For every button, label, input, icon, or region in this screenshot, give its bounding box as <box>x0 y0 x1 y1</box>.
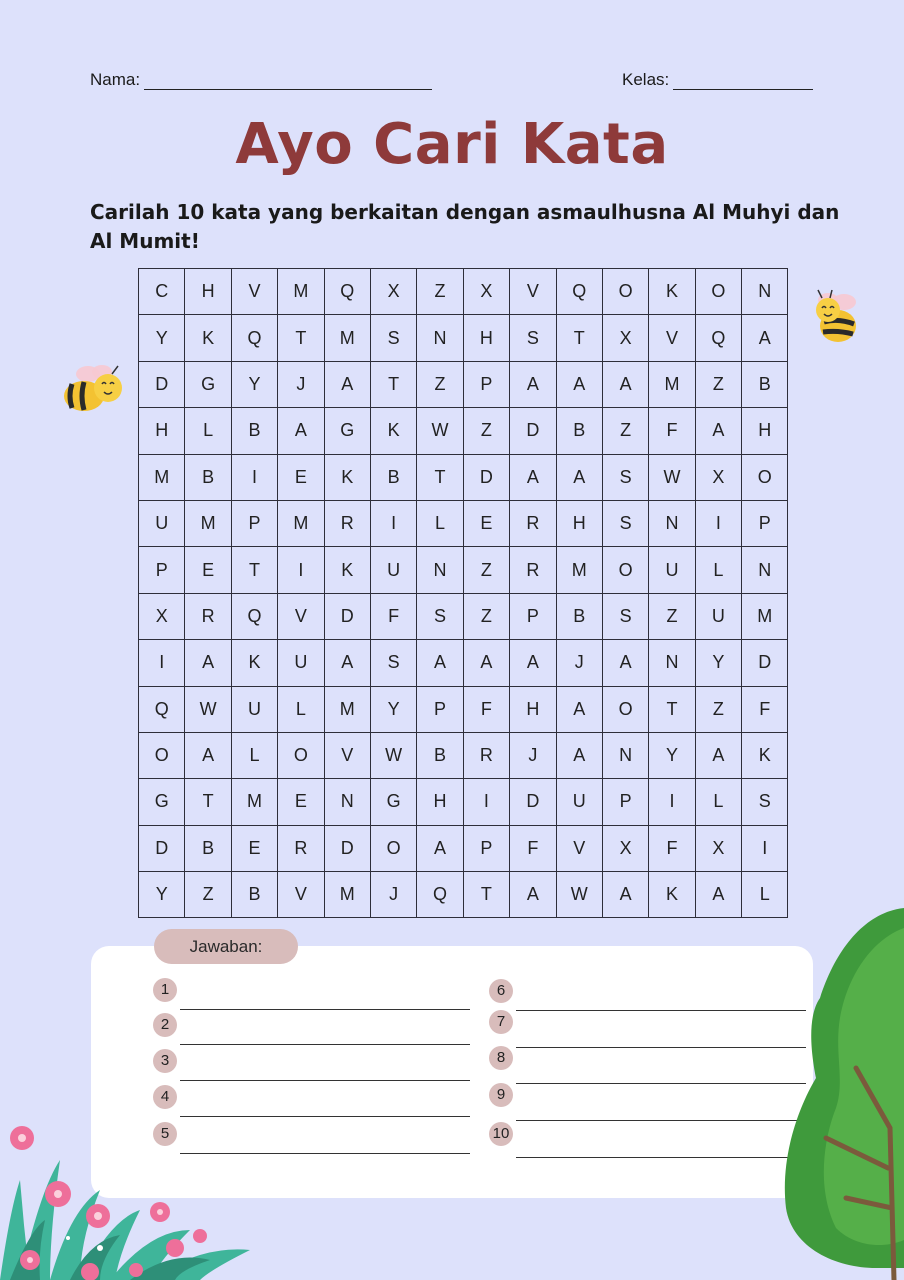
grid-cell[interactable]: O <box>695 269 741 315</box>
grid-cell[interactable]: B <box>185 825 231 871</box>
grid-cell[interactable]: P <box>742 500 788 546</box>
grid-cell[interactable]: M <box>185 500 231 546</box>
grid-cell[interactable]: D <box>139 825 185 871</box>
name-field[interactable] <box>90 70 432 90</box>
grid-cell[interactable]: P <box>231 500 277 546</box>
grid-cell[interactable]: S <box>602 500 648 546</box>
answer-number: 2 <box>153 1013 177 1037</box>
grid-row <box>139 408 788 454</box>
grid-cell[interactable]: H <box>417 779 463 825</box>
grid-cell[interactable]: J <box>510 732 556 778</box>
grid-cell[interactable]: D <box>510 779 556 825</box>
grid-cell[interactable]: K <box>324 547 370 593</box>
grid-row <box>139 269 788 315</box>
grid-cell[interactable]: C <box>139 269 185 315</box>
grid-cell[interactable]: O <box>139 732 185 778</box>
grid-cell[interactable]: X <box>463 269 509 315</box>
grid-cell[interactable]: Y <box>139 872 185 918</box>
grid-cell[interactable]: I <box>649 779 695 825</box>
grid-cell[interactable]: Q <box>417 872 463 918</box>
grid-cell[interactable]: N <box>417 547 463 593</box>
grid-cell[interactable]: V <box>278 872 324 918</box>
grid-cell[interactable]: N <box>649 500 695 546</box>
answer-number: 3 <box>153 1049 177 1073</box>
grid-cell[interactable]: Q <box>324 269 370 315</box>
grid-cell[interactable]: R <box>278 825 324 871</box>
grid-cell[interactable]: N <box>602 732 648 778</box>
grid-cell[interactable]: K <box>742 732 788 778</box>
grid-cell[interactable]: A <box>556 454 602 500</box>
grid-cell[interactable]: W <box>417 408 463 454</box>
grid-cell[interactable]: L <box>742 872 788 918</box>
grid-cell[interactable]: N <box>742 547 788 593</box>
grid-cell[interactable]: P <box>602 779 648 825</box>
grid-cell[interactable]: Y <box>139 315 185 361</box>
grid-row <box>139 454 788 500</box>
grid-cell[interactable]: M <box>649 361 695 407</box>
grid-cell[interactable]: R <box>324 500 370 546</box>
grid-cell[interactable]: N <box>417 315 463 361</box>
grid-cell[interactable]: J <box>278 361 324 407</box>
grid-cell[interactable]: Z <box>417 269 463 315</box>
grid-cell[interactable]: P <box>463 361 509 407</box>
grid-cell[interactable]: A <box>324 640 370 686</box>
grid-cell[interactable]: D <box>463 454 509 500</box>
grid-cell[interactable]: Y <box>649 732 695 778</box>
grid-cell[interactable]: B <box>556 593 602 639</box>
grid-cell[interactable]: A <box>417 825 463 871</box>
grid-cell[interactable]: K <box>649 269 695 315</box>
name-line[interactable] <box>144 71 432 90</box>
grid-cell[interactable]: S <box>417 593 463 639</box>
grid-cell[interactable]: S <box>602 593 648 639</box>
grid-cell[interactable]: I <box>278 547 324 593</box>
answer-number: 8 <box>489 1046 513 1070</box>
grid-cell[interactable]: K <box>185 315 231 361</box>
grid-cell[interactable]: A <box>556 686 602 732</box>
grid-cell[interactable]: B <box>231 872 277 918</box>
class-field[interactable] <box>622 70 813 90</box>
grid-cell[interactable]: U <box>278 640 324 686</box>
answer-number: 6 <box>489 979 513 1003</box>
grid-cell[interactable]: H <box>139 408 185 454</box>
grid-cell[interactable]: A <box>185 732 231 778</box>
grid-cell[interactable]: N <box>324 779 370 825</box>
grid-cell[interactable]: T <box>278 315 324 361</box>
grid-row <box>139 640 788 686</box>
grid-cell[interactable]: B <box>556 408 602 454</box>
grid-cell[interactable]: I <box>695 500 741 546</box>
grid-cell[interactable]: M <box>278 500 324 546</box>
grid-cell[interactable]: T <box>185 779 231 825</box>
grid-cell[interactable]: A <box>602 361 648 407</box>
grid-cell[interactable]: A <box>695 732 741 778</box>
grid-cell[interactable]: E <box>463 500 509 546</box>
grid-cell[interactable]: P <box>510 593 556 639</box>
grid-cell[interactable]: D <box>510 408 556 454</box>
grid-cell[interactable]: F <box>649 408 695 454</box>
grid-cell[interactable]: R <box>185 593 231 639</box>
grid-cell[interactable]: M <box>742 593 788 639</box>
grid-row <box>139 315 788 361</box>
grid-cell[interactable]: T <box>649 686 695 732</box>
grid-cell[interactable]: V <box>278 593 324 639</box>
instruction-text: Carilah 10 kata yang berkaitan dengan asmaulhusna Al Muhyi dan Al Mumit! <box>90 200 840 253</box>
grid-cell[interactable]: O <box>742 454 788 500</box>
grid-cell[interactable]: W <box>556 872 602 918</box>
grid-cell[interactable]: R <box>510 547 556 593</box>
grid-cell[interactable]: I <box>139 640 185 686</box>
grid-cell[interactable]: D <box>324 593 370 639</box>
grid-cell[interactable]: A <box>695 408 741 454</box>
grid-cell[interactable]: X <box>602 825 648 871</box>
grid-row <box>139 732 788 778</box>
tree-icon <box>776 908 904 1280</box>
grid-cell[interactable]: V <box>231 269 277 315</box>
flowers-icon <box>0 1120 270 1280</box>
grid-cell[interactable]: V <box>556 825 602 871</box>
grid-cell[interactable]: X <box>602 315 648 361</box>
grid-cell[interactable]: O <box>278 732 324 778</box>
grid-cell[interactable]: Z <box>463 408 509 454</box>
grid-cell[interactable]: X <box>139 593 185 639</box>
grid-cell[interactable]: Z <box>695 686 741 732</box>
bee-icon <box>808 286 864 350</box>
grid-cell[interactable]: G <box>139 779 185 825</box>
grid-row <box>139 779 788 825</box>
grid-cell[interactable]: U <box>695 593 741 639</box>
grid-cell[interactable]: A <box>417 640 463 686</box>
grid-cell[interactable]: S <box>602 454 648 500</box>
grid-cell[interactable]: G <box>324 408 370 454</box>
grid-cell[interactable]: S <box>510 315 556 361</box>
grid-cell[interactable]: Q <box>556 269 602 315</box>
grid-cell[interactable]: Q <box>231 593 277 639</box>
grid-cell[interactable]: A <box>742 315 788 361</box>
grid-cell[interactable]: L <box>695 547 741 593</box>
grid-cell[interactable]: H <box>510 686 556 732</box>
grid-cell[interactable]: Z <box>463 547 509 593</box>
grid-cell[interactable]: A <box>278 408 324 454</box>
grid-cell[interactable]: D <box>139 361 185 407</box>
grid-row <box>139 872 788 918</box>
word-search-grid <box>138 268 788 918</box>
grid-cell[interactable]: U <box>649 547 695 593</box>
grid-cell[interactable]: W <box>370 732 416 778</box>
grid-cell[interactable]: A <box>510 361 556 407</box>
grid-cell[interactable]: X <box>370 269 416 315</box>
answer-label: Jawaban: <box>154 929 298 964</box>
grid-cell[interactable]: O <box>370 825 416 871</box>
grid-cell[interactable]: A <box>463 640 509 686</box>
grid-row <box>139 825 788 871</box>
grid-cell[interactable]: H <box>185 269 231 315</box>
grid-cell[interactable]: Q <box>231 315 277 361</box>
grid-cell[interactable]: M <box>139 454 185 500</box>
grid-cell[interactable]: Z <box>649 593 695 639</box>
grid-cell[interactable]: V <box>324 732 370 778</box>
answer-number: 5 <box>153 1122 177 1146</box>
grid-cell[interactable]: B <box>231 408 277 454</box>
grid-cell[interactable]: S <box>370 315 416 361</box>
grid-cell[interactable]: L <box>695 779 741 825</box>
grid-cell[interactable]: V <box>510 269 556 315</box>
grid-cell[interactable]: X <box>695 825 741 871</box>
grid-cell[interactable]: U <box>139 500 185 546</box>
grid-cell[interactable]: G <box>185 361 231 407</box>
class-line[interactable] <box>673 71 813 90</box>
grid-cell[interactable]: I <box>742 825 788 871</box>
grid-cell[interactable]: H <box>463 315 509 361</box>
grid-cell[interactable]: B <box>185 454 231 500</box>
grid-cell[interactable]: B <box>370 454 416 500</box>
grid-cell[interactable]: B <box>417 732 463 778</box>
grid-cell[interactable]: Z <box>463 593 509 639</box>
grid-cell[interactable]: P <box>463 825 509 871</box>
grid-cell[interactable]: K <box>231 640 277 686</box>
grid-cell[interactable]: A <box>556 361 602 407</box>
grid-cell[interactable]: P <box>417 686 463 732</box>
grid-cell[interactable]: A <box>510 454 556 500</box>
grid-cell[interactable]: M <box>324 315 370 361</box>
grid-cell[interactable]: U <box>231 686 277 732</box>
grid-cell[interactable]: F <box>742 686 788 732</box>
class-label: Kelas: <box>622 70 670 89</box>
grid-cell[interactable]: A <box>324 361 370 407</box>
answer-number: 10 <box>489 1122 513 1146</box>
grid-cell[interactable]: Q <box>695 315 741 361</box>
grid-cell[interactable]: T <box>417 454 463 500</box>
grid-cell[interactable]: M <box>556 547 602 593</box>
grid-cell[interactable]: T <box>370 361 416 407</box>
bee-icon <box>58 362 130 418</box>
grid-row <box>139 593 788 639</box>
grid-cell[interactable]: U <box>370 547 416 593</box>
grid-cell[interactable]: F <box>463 686 509 732</box>
grid-cell[interactable]: A <box>602 872 648 918</box>
grid-row <box>139 547 788 593</box>
grid-cell[interactable]: V <box>649 315 695 361</box>
grid-cell[interactable]: E <box>185 547 231 593</box>
grid-cell[interactable]: Q <box>139 686 185 732</box>
grid-cell[interactable]: I <box>231 454 277 500</box>
grid-cell[interactable]: A <box>695 872 741 918</box>
grid-cell[interactable]: K <box>324 454 370 500</box>
grid-cell[interactable]: K <box>370 408 416 454</box>
grid-cell[interactable]: E <box>278 779 324 825</box>
grid-cell[interactable]: F <box>649 825 695 871</box>
grid-cell[interactable]: M <box>324 872 370 918</box>
grid-cell[interactable]: N <box>649 640 695 686</box>
page-title: Ayo Cari Kata <box>235 112 669 177</box>
answer-number: 1 <box>153 978 177 1002</box>
grid-cell[interactable]: I <box>370 500 416 546</box>
grid-cell[interactable]: E <box>231 825 277 871</box>
grid-cell[interactable]: L <box>231 732 277 778</box>
grid-row <box>139 361 788 407</box>
grid-cell[interactable]: O <box>602 269 648 315</box>
grid-cell[interactable]: L <box>185 408 231 454</box>
grid-cell[interactable]: M <box>231 779 277 825</box>
grid-cell[interactable]: W <box>649 454 695 500</box>
grid-cell[interactable]: Z <box>417 361 463 407</box>
answer-number: 9 <box>489 1083 513 1107</box>
grid-cell[interactable]: O <box>602 686 648 732</box>
grid-cell[interactable]: Z <box>602 408 648 454</box>
grid-cell[interactable]: A <box>602 640 648 686</box>
grid-cell[interactable]: D <box>742 640 788 686</box>
grid-cell[interactable]: O <box>602 547 648 593</box>
grid-cell[interactable]: X <box>695 454 741 500</box>
grid-cell[interactable]: A <box>510 872 556 918</box>
grid-cell[interactable]: T <box>463 872 509 918</box>
grid-cell[interactable]: H <box>742 408 788 454</box>
grid-cell[interactable]: A <box>556 732 602 778</box>
grid-cell[interactable]: S <box>742 779 788 825</box>
answer-number: 4 <box>153 1085 177 1109</box>
grid-cell[interactable]: R <box>510 500 556 546</box>
grid-cell[interactable]: D <box>324 825 370 871</box>
grid-cell[interactable]: S <box>370 640 416 686</box>
grid-cell[interactable]: A <box>510 640 556 686</box>
grid-cell[interactable]: T <box>556 315 602 361</box>
grid-cell[interactable]: Z <box>185 872 231 918</box>
grid-cell[interactable]: M <box>278 269 324 315</box>
name-label: Nama: <box>90 70 141 89</box>
grid-cell[interactable]: P <box>139 547 185 593</box>
grid-cell[interactable]: B <box>742 361 788 407</box>
grid-cell[interactable]: L <box>417 500 463 546</box>
grid-row <box>139 500 788 546</box>
grid-cell[interactable]: Y <box>695 640 741 686</box>
grid-cell[interactable]: Z <box>695 361 741 407</box>
grid-cell[interactable]: G <box>370 779 416 825</box>
grid-cell[interactable]: F <box>510 825 556 871</box>
grid-cell[interactable]: W <box>185 686 231 732</box>
grid-cell[interactable]: Y <box>370 686 416 732</box>
grid-cell[interactable]: M <box>324 686 370 732</box>
grid-cell[interactable]: K <box>649 872 695 918</box>
grid-cell[interactable]: J <box>556 640 602 686</box>
grid-cell[interactable]: I <box>463 779 509 825</box>
grid-cell[interactable]: J <box>370 872 416 918</box>
grid-cell[interactable]: R <box>463 732 509 778</box>
answer-number: 7 <box>489 1010 513 1034</box>
grid-cell[interactable]: N <box>742 269 788 315</box>
grid-cell[interactable]: T <box>231 547 277 593</box>
grid-row <box>139 686 788 732</box>
grid-cell[interactable]: F <box>370 593 416 639</box>
grid-cell[interactable]: A <box>185 640 231 686</box>
grid-cell[interactable]: E <box>278 454 324 500</box>
grid-cell[interactable]: U <box>556 779 602 825</box>
grid-cell[interactable]: L <box>278 686 324 732</box>
grid-cell[interactable]: H <box>556 500 602 546</box>
grid-cell[interactable]: Y <box>231 361 277 407</box>
